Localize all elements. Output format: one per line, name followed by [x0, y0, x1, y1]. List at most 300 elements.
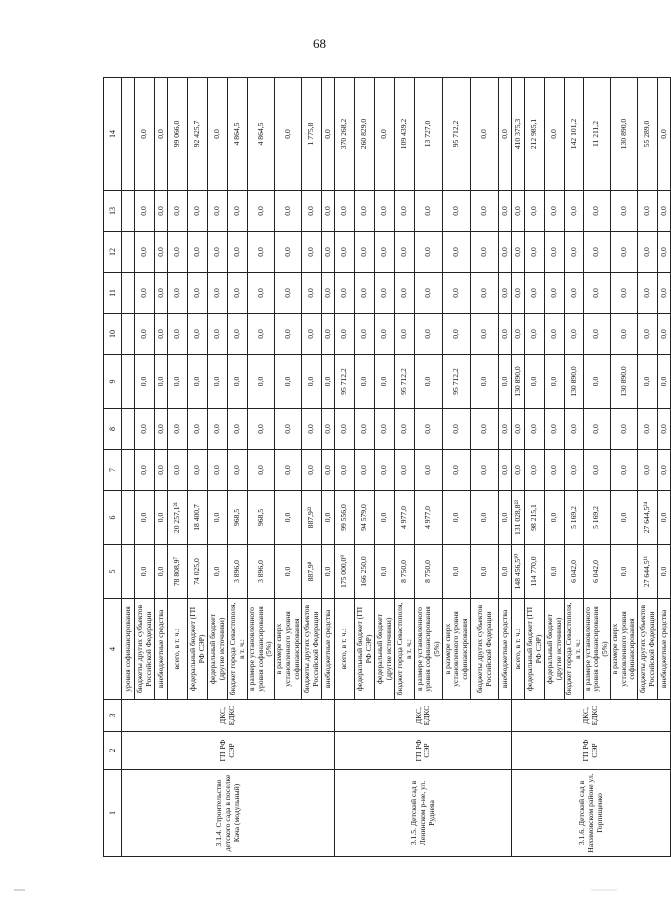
value-cell: 0,0: [248, 232, 275, 273]
value-cell: 0,0: [583, 191, 610, 232]
value-cell: 0,0: [188, 191, 208, 232]
value-cell: 0,0: [443, 491, 471, 545]
value-cell: 0,0: [275, 545, 302, 599]
value-cell: 0,0: [375, 232, 395, 273]
value-cell: 0,0: [208, 78, 228, 191]
value-cell: 0,0: [471, 545, 499, 599]
value-cell: 0,0: [275, 355, 302, 409]
value-cell: 114 770,0: [525, 545, 545, 599]
value-cell: 4 977,0: [415, 491, 443, 545]
value-cell: 0,0: [248, 409, 275, 450]
value-cell: 0,0: [155, 450, 168, 491]
value-cell: 18 400,7: [188, 491, 208, 545]
header-row: [104, 78, 122, 857]
value-cell: 142 101,2: [565, 78, 583, 191]
value-cell: 0,0: [610, 450, 637, 491]
source-label-cell: бюджеты других субъектов Российской Федерации: [135, 599, 155, 700]
customer-cell: ГП РФ СЭР: [512, 732, 671, 770]
value-cell: 0,0: [155, 273, 168, 314]
value-cell: 4 864,5: [228, 78, 248, 191]
value-cell: 0,0: [545, 314, 565, 355]
value-cell: 0,0: [302, 355, 322, 409]
value-cell: 0,0: [208, 491, 228, 545]
funding-table: [103, 77, 671, 857]
value-cell: 20 257,1²¹: [168, 491, 188, 545]
value-cell: 0,0: [275, 409, 302, 450]
value-cell: 0,0: [545, 491, 565, 545]
rotated-table-area: [103, 78, 668, 857]
customer-cell: ГП РФ СЭР: [335, 732, 512, 770]
value-cell: 0,0: [471, 232, 499, 273]
rotated-table-wrapper: [103, 78, 668, 857]
value-cell: 0,0: [415, 355, 443, 409]
source-label-cell: бюджеты других субъектов Российской Федерации: [471, 599, 499, 700]
source-label-cell: всего, в т. ч.:: [512, 599, 525, 700]
value-cell: 0,0: [355, 409, 375, 450]
value-cell: 8 750,0: [415, 545, 443, 599]
value-cell: 0,0: [208, 191, 228, 232]
value-cell: 0,0: [499, 450, 512, 491]
value-cell: 0,0: [188, 450, 208, 491]
value-cell: 0,0: [375, 409, 395, 450]
value-cell: 0,0: [499, 232, 512, 273]
value-cell: 0,0: [525, 409, 545, 450]
value-cell: 0,0: [155, 191, 168, 232]
value-cell: 0,0: [208, 273, 228, 314]
value-cell: 0,0: [545, 450, 565, 491]
value-cell: [122, 273, 135, 314]
header-cell: 12: [104, 232, 122, 273]
value-cell: 0,0: [545, 191, 565, 232]
header-cell: 4: [104, 599, 122, 700]
value-cell: 0,0: [443, 450, 471, 491]
value-cell: 0,0: [188, 409, 208, 450]
source-label-cell: внебюджетные средства: [322, 599, 335, 700]
value-cell: 0,0: [155, 314, 168, 355]
value-cell: 0,0: [395, 450, 415, 491]
value-cell: 0,0: [135, 409, 155, 450]
source-label-cell: внебюджетные средства: [658, 599, 671, 700]
source-label-cell: в размере установленного уровня софинансирования (5%): [415, 599, 443, 700]
source-label-cell: внебюджетные средства: [155, 599, 168, 700]
value-cell: 0,0: [610, 491, 637, 545]
value-cell: 0,0: [228, 273, 248, 314]
value-cell: 55 289,0: [638, 78, 658, 191]
value-cell: 0,0: [355, 355, 375, 409]
value-cell: 0,0: [228, 314, 248, 355]
value-cell: 0,0: [525, 191, 545, 232]
value-cell: 5 169,2: [583, 491, 610, 545]
value-cell: 0,0: [322, 409, 335, 450]
value-cell: 0,0: [499, 491, 512, 545]
value-cell: [122, 314, 135, 355]
value-cell: 0,0: [302, 273, 322, 314]
source-label-cell: федеральный бюджет (другие источники): [375, 599, 395, 700]
value-cell: 0,0: [658, 191, 671, 232]
value-cell: 3 896,0: [248, 545, 275, 599]
value-cell: 130 890,0: [610, 355, 637, 409]
value-cell: 0,0: [415, 273, 443, 314]
value-cell: 98 215,1: [525, 491, 545, 545]
value-cell: 27 644,5²⁴: [638, 491, 658, 545]
value-cell: 0,0: [610, 191, 637, 232]
value-cell: 0,0: [208, 232, 228, 273]
source-label-cell: федеральный бюджет (ГП РФ СЭР): [525, 599, 545, 700]
source-label-cell: в размере сверх установленного уровня софинансирования: [443, 599, 471, 700]
value-cell: 887,9⁸: [302, 545, 322, 599]
value-cell: 130 890,0: [512, 355, 525, 409]
value-cell: 0,0: [208, 314, 228, 355]
value-cell: 0,0: [545, 545, 565, 599]
value-cell: 0,0: [395, 273, 415, 314]
value-cell: 0,0: [275, 232, 302, 273]
value-cell: 0,0: [355, 232, 375, 273]
value-cell: 0,0: [155, 545, 168, 599]
value-cell: 0,0: [658, 355, 671, 409]
value-cell: 0,0: [443, 232, 471, 273]
source-label-cell: всего, в т. ч.:: [168, 599, 188, 700]
value-cell: 0,0: [545, 273, 565, 314]
value-cell: 0,0: [135, 314, 155, 355]
source-label-cell: внебюджетные средства: [499, 599, 512, 700]
value-cell: 0,0: [512, 314, 525, 355]
value-cell: 0,0: [471, 491, 499, 545]
value-cell: 92 425,7: [188, 78, 208, 191]
value-cell: 0,0: [355, 191, 375, 232]
value-cell: 0,0: [395, 409, 415, 450]
value-cell: 95 712,2: [443, 355, 471, 409]
value-cell: 0,0: [375, 273, 395, 314]
value-cell: 0,0: [168, 450, 188, 491]
source-label-cell: бюджет города Севастополя, в т. ч.:: [395, 599, 415, 700]
value-cell: 0,0: [499, 545, 512, 599]
value-cell: 0,0: [168, 314, 188, 355]
value-cell: 0,0: [168, 409, 188, 450]
value-cell: 131 028,8²³: [512, 491, 525, 545]
value-cell: 0,0: [248, 191, 275, 232]
source-label-cell: федеральный бюджет (другие источники): [208, 599, 228, 700]
value-cell: 0,0: [471, 450, 499, 491]
value-cell: 0,0: [135, 355, 155, 409]
value-cell: 78 808,9⁷: [168, 545, 188, 599]
value-cell: 0,0: [355, 273, 375, 314]
value-cell: 0,0: [322, 355, 335, 409]
source-label-cell: бюджеты других субъектов Российской Федерации: [638, 599, 658, 700]
value-cell: 0,0: [375, 355, 395, 409]
value-cell: 0,0: [658, 450, 671, 491]
value-cell: 0,0: [610, 273, 637, 314]
value-cell: 0,0: [275, 78, 302, 191]
value-cell: 260 829,0: [355, 78, 375, 191]
executor-cell: ДКС, ЕДКС: [335, 700, 512, 732]
value-cell: 0,0: [525, 450, 545, 491]
value-cell: 0,0: [512, 191, 525, 232]
value-cell: 0,0: [638, 409, 658, 450]
value-cell: 0,0: [658, 232, 671, 273]
value-cell: 11 211,2: [583, 78, 610, 191]
value-cell: 109 439,2: [395, 78, 415, 191]
value-cell: 0,0: [322, 232, 335, 273]
table-row: [512, 78, 525, 857]
header-cell: 7: [104, 450, 122, 491]
value-cell: 0,0: [395, 314, 415, 355]
value-cell: 0,0: [155, 232, 168, 273]
value-cell: 0,0: [248, 273, 275, 314]
value-cell: 0,0: [658, 314, 671, 355]
value-cell: 0,0: [375, 314, 395, 355]
value-cell: 0,0: [375, 78, 395, 191]
value-cell: 0,0: [545, 409, 565, 450]
value-cell: 0,0: [610, 409, 637, 450]
value-cell: [122, 232, 135, 273]
value-cell: 0,0: [135, 450, 155, 491]
value-cell: 0,0: [583, 273, 610, 314]
value-cell: 3 896,0: [228, 545, 248, 599]
value-cell: 27 644,5¹¹: [638, 545, 658, 599]
value-cell: 0,0: [135, 191, 155, 232]
value-cell: 0,0: [545, 355, 565, 409]
header-cell: 1: [104, 770, 122, 857]
value-cell: [122, 491, 135, 545]
value-cell: 94 579,0: [355, 491, 375, 545]
customer-cell: ГП РФ СЭР: [122, 732, 335, 770]
source-label-cell: уровня софинансирования: [122, 599, 135, 700]
value-cell: 4 977,0: [395, 491, 415, 545]
value-cell: 0,0: [658, 545, 671, 599]
value-cell: 4 864,5: [248, 78, 275, 191]
value-cell: 0,0: [499, 273, 512, 314]
value-cell: [122, 545, 135, 599]
value-cell: 0,0: [583, 232, 610, 273]
value-cell: 0,0: [658, 78, 671, 191]
value-cell: 0,0: [499, 78, 512, 191]
value-cell: 0,0: [155, 78, 168, 191]
value-cell: 0,0: [471, 191, 499, 232]
value-cell: 175 000,0⁹: [335, 545, 355, 599]
value-cell: 0,0: [155, 491, 168, 545]
edge-mark-right: [591, 889, 617, 891]
value-cell: 0,0: [583, 450, 610, 491]
value-cell: 0,0: [565, 232, 583, 273]
value-cell: 0,0: [658, 273, 671, 314]
value-cell: 0,0: [275, 450, 302, 491]
value-cell: 0,0: [188, 355, 208, 409]
value-cell: 6 042,0: [583, 545, 610, 599]
value-cell: 212 985,1: [525, 78, 545, 191]
value-cell: 0,0: [335, 273, 355, 314]
value-cell: 0,0: [248, 314, 275, 355]
value-cell: 0,0: [638, 355, 658, 409]
value-cell: [122, 78, 135, 191]
value-cell: 0,0: [512, 450, 525, 491]
value-cell: 0,0: [638, 273, 658, 314]
value-cell: 0,0: [443, 545, 471, 599]
value-cell: 0,0: [499, 409, 512, 450]
header-cell: 11: [104, 273, 122, 314]
value-cell: 0,0: [395, 191, 415, 232]
value-cell: 0,0: [583, 409, 610, 450]
source-label-cell: в размере сверх установленного уровня софинансирования: [610, 599, 637, 700]
value-cell: 0,0: [168, 273, 188, 314]
source-label-cell: бюджет города Севастополя, в т. ч.:: [228, 599, 248, 700]
value-cell: 0,0: [658, 409, 671, 450]
value-cell: 148 456,5¹⁰: [512, 545, 525, 599]
value-cell: 0,0: [335, 314, 355, 355]
value-cell: 0,0: [638, 232, 658, 273]
value-cell: 0,0: [322, 191, 335, 232]
value-cell: 0,0: [583, 314, 610, 355]
value-cell: 6 042,0: [565, 545, 583, 599]
value-cell: 0,0: [322, 450, 335, 491]
value-cell: 5 169,2: [565, 491, 583, 545]
value-cell: 0,0: [302, 232, 322, 273]
value-cell: 1 775,8: [302, 78, 322, 191]
value-cell: 99 556,0: [335, 491, 355, 545]
value-cell: 13 727,0: [415, 78, 443, 191]
executor-cell: ДКС, ЕДКС: [122, 700, 335, 732]
header-cell: 14: [104, 78, 122, 191]
object-name-cell: 3.1.6. Детский сад в Нахимовском районе ул. Горпищенко: [512, 770, 671, 857]
value-cell: 0,0: [638, 450, 658, 491]
value-cell: 0,0: [302, 409, 322, 450]
header-cell: 13: [104, 191, 122, 232]
value-cell: 0,0: [322, 491, 335, 545]
value-cell: 968,5: [228, 491, 248, 545]
value-cell: 0,0: [415, 314, 443, 355]
value-cell: 0,0: [135, 232, 155, 273]
value-cell: 887,9²²: [302, 491, 322, 545]
value-cell: 0,0: [155, 409, 168, 450]
value-cell: 0,0: [525, 232, 545, 273]
source-label-cell: федеральный бюджет (ГП РФ СЭР): [188, 599, 208, 700]
page-number: 68: [313, 36, 326, 51]
value-cell: 0,0: [335, 450, 355, 491]
source-label-cell: федеральный бюджет (другие источники): [545, 599, 565, 700]
value-cell: 95 712,2: [335, 355, 355, 409]
edge-mark-left: [14, 889, 25, 891]
value-cell: 99 066,0: [168, 78, 188, 191]
header-cell: 2: [104, 732, 122, 770]
value-cell: 0,0: [583, 355, 610, 409]
value-cell: 130 890,0: [610, 78, 637, 191]
value-cell: [122, 409, 135, 450]
value-cell: 0,0: [355, 450, 375, 491]
value-cell: 0,0: [208, 450, 228, 491]
value-cell: 95 712,2: [395, 355, 415, 409]
executor-cell: ДКС, ЕДКС: [512, 700, 671, 732]
table-row: [335, 78, 355, 857]
header-cell: 10: [104, 314, 122, 355]
value-cell: [122, 450, 135, 491]
object-name-cell: 3.1.4. Строительство детского сада в поселке Кача (модульный): [122, 770, 335, 857]
value-cell: 0,0: [168, 232, 188, 273]
value-cell: 0,0: [525, 273, 545, 314]
object-name-cell: 3.1.5. Детский сад в Ленинском р-не, ул. Руднева: [335, 770, 512, 857]
value-cell: 0,0: [471, 273, 499, 314]
source-label-cell: в размере установленного уровня софинансирования (5%): [583, 599, 610, 700]
value-cell: 0,0: [443, 314, 471, 355]
value-cell: 0,0: [322, 273, 335, 314]
value-cell: 0,0: [135, 78, 155, 191]
value-cell: 0,0: [322, 78, 335, 191]
value-cell: 0,0: [228, 191, 248, 232]
header-cell: 3: [104, 700, 122, 732]
value-cell: 0,0: [302, 450, 322, 491]
value-cell: 0,0: [275, 191, 302, 232]
value-cell: 0,0: [248, 450, 275, 491]
source-label-cell: федеральный бюджет (ГП РФ СЭР): [355, 599, 375, 700]
value-cell: 0,0: [545, 78, 565, 191]
value-cell: 0,0: [155, 355, 168, 409]
value-cell: 0,0: [355, 314, 375, 355]
value-cell: 0,0: [375, 545, 395, 599]
value-cell: 0,0: [545, 232, 565, 273]
value-cell: 0,0: [499, 191, 512, 232]
value-cell: 0,0: [471, 314, 499, 355]
value-cell: 0,0: [565, 314, 583, 355]
value-cell: 8 750,0: [395, 545, 415, 599]
header-cell: 6: [104, 491, 122, 545]
value-cell: 0,0: [512, 409, 525, 450]
value-cell: 0,0: [512, 232, 525, 273]
value-cell: 0,0: [565, 191, 583, 232]
source-label-cell: бюджет города Севастополя, в т. ч.:: [565, 599, 583, 700]
value-cell: 0,0: [415, 232, 443, 273]
value-cell: 0,0: [471, 409, 499, 450]
value-cell: 0,0: [275, 314, 302, 355]
value-cell: 0,0: [248, 355, 275, 409]
value-cell: 0,0: [512, 273, 525, 314]
value-cell: 370 268,2: [335, 78, 355, 191]
value-cell: 0,0: [525, 355, 545, 409]
value-cell: 0,0: [208, 545, 228, 599]
value-cell: 0,0: [275, 273, 302, 314]
value-cell: 0,0: [471, 78, 499, 191]
value-cell: 130 890,0: [565, 355, 583, 409]
value-cell: 0,0: [228, 409, 248, 450]
value-cell: 0,0: [638, 191, 658, 232]
table-row: [122, 78, 135, 857]
value-cell: 968,5: [248, 491, 275, 545]
value-cell: 0,0: [335, 232, 355, 273]
value-cell: 0,0: [658, 491, 671, 545]
value-cell: 0,0: [302, 314, 322, 355]
value-cell: 74 025,0: [188, 545, 208, 599]
value-cell: 0,0: [525, 314, 545, 355]
header-cell: 9: [104, 355, 122, 409]
source-label-cell: в размере установленного уровня софинансирования (5%): [248, 599, 275, 700]
value-cell: 0,0: [499, 355, 512, 409]
header-cell: 5: [104, 545, 122, 599]
value-cell: 0,0: [322, 545, 335, 599]
header-cell: 8: [104, 409, 122, 450]
value-cell: 0,0: [208, 409, 228, 450]
value-cell: 0,0: [375, 491, 395, 545]
value-cell: 0,0: [228, 355, 248, 409]
value-cell: 0,0: [565, 409, 583, 450]
value-cell: 0,0: [275, 491, 302, 545]
value-cell: 95 712,2: [443, 78, 471, 191]
value-cell: 0,0: [302, 191, 322, 232]
value-cell: 0,0: [375, 450, 395, 491]
value-cell: 0,0: [375, 191, 395, 232]
value-cell: 0,0: [168, 355, 188, 409]
value-cell: 410 375,3: [512, 78, 525, 191]
value-cell: 0,0: [168, 191, 188, 232]
value-cell: 0,0: [499, 314, 512, 355]
value-cell: 0,0: [188, 232, 208, 273]
value-cell: 0,0: [443, 273, 471, 314]
